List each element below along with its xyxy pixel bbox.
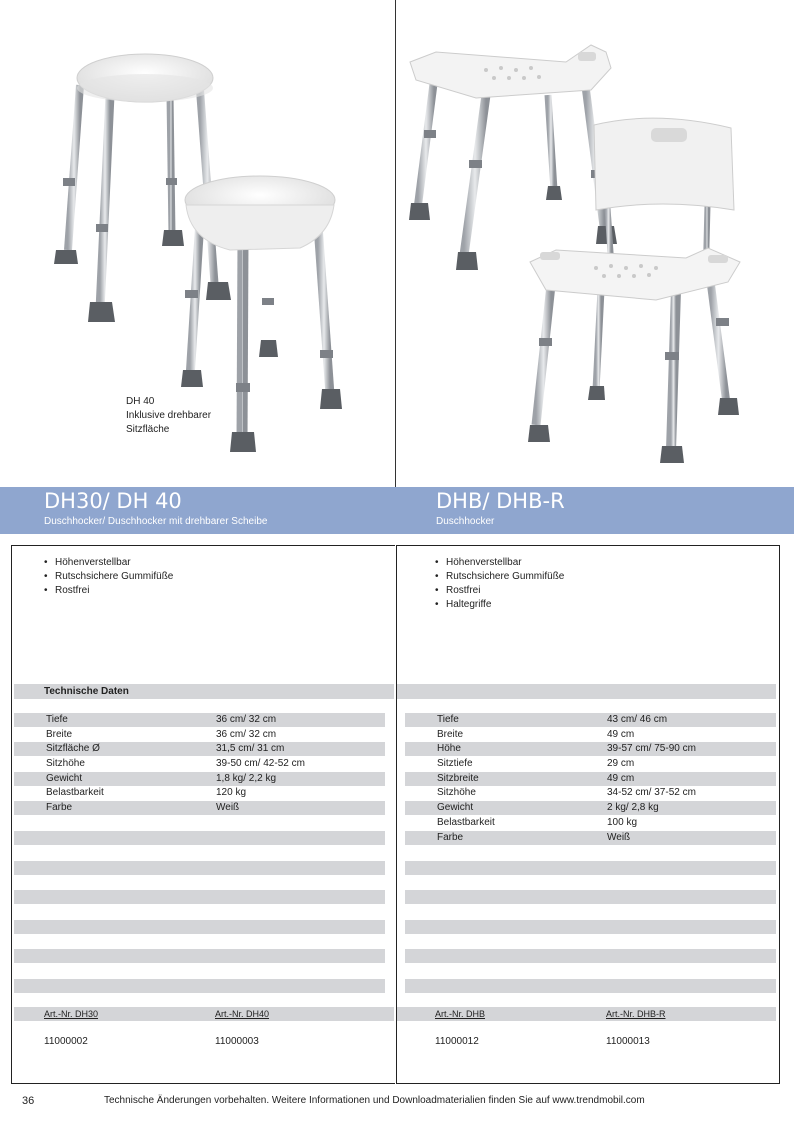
spec-value: 31,5 cm/ 31 cm	[216, 743, 285, 754]
caption-line: Inklusive drehbarer	[126, 410, 212, 421]
feature-item: • Rutschsichere Gummifüße	[435, 570, 564, 584]
article-label: Art.-Nr. DH40	[215, 1009, 270, 1019]
product-subtitle: Duschhocker	[436, 516, 495, 527]
spec-value: 36 cm/ 32 cm	[216, 729, 277, 740]
product-subtitle: Duschhocker/ Duschhocker mit drehbarer Scheibe	[44, 516, 268, 527]
spec-label: Farbe	[46, 802, 73, 813]
right-feature-list	[435, 556, 564, 612]
spec-value: 49 cm	[607, 773, 635, 784]
feature-item: • Rutschsichere Gummifüße	[44, 570, 173, 584]
right-title-block	[396, 487, 794, 534]
table-stripe	[405, 979, 776, 993]
product-title: DHB/ DHB-R	[436, 489, 565, 513]
feature-item: • Rostfrei	[435, 584, 564, 598]
article-label: Art.-Nr. DHB-R	[606, 1009, 666, 1019]
article-label: Art.-Nr. DHB	[435, 1009, 486, 1019]
spec-label: Sitzhöhe	[437, 787, 476, 798]
product-photo-area	[0, 0, 794, 487]
table-stripe	[14, 831, 385, 845]
table-stripe	[405, 890, 776, 904]
page-number: 36	[22, 1095, 35, 1107]
table-stripe	[405, 861, 776, 875]
caption-line: DH 40	[126, 396, 155, 407]
article-number: 11000012	[435, 1036, 479, 1047]
spec-value: 36 cm/ 32 cm	[216, 714, 277, 725]
spec-value: Weiß	[216, 802, 240, 813]
spec-label: Gewicht	[46, 773, 83, 784]
spec-label: Tiefe	[46, 714, 68, 725]
spec-value: 43 cm/ 46 cm	[607, 714, 668, 725]
spec-value: 39-50 cm/ 42-52 cm	[216, 758, 305, 769]
table-stripe	[14, 890, 385, 904]
spec-label: Sitzbreite	[437, 773, 479, 784]
table-stripe	[405, 713, 776, 727]
spec-label: Sitztiefe	[437, 758, 473, 769]
table-stripe	[405, 920, 776, 934]
article-label: Art.-Nr. DH30	[44, 1009, 99, 1019]
feature-item: • Rostfrei	[44, 584, 173, 598]
caption-line: Sitzfläche	[126, 424, 170, 435]
tech-heading-bar	[397, 684, 776, 699]
spec-value: 39-57 cm/ 75-90 cm	[607, 743, 696, 754]
tech-data-heading: Technische Daten	[44, 686, 129, 697]
spec-label: Belastbarkeit	[46, 787, 104, 798]
spec-value: 120 kg	[216, 787, 247, 798]
table-stripe	[14, 979, 385, 993]
spec-value: 49 cm	[607, 729, 635, 740]
product-title: DH30/ DH 40	[44, 489, 182, 513]
left-title-block	[0, 487, 395, 534]
feature-item: • Haltegriffe	[435, 598, 564, 612]
table-stripe	[14, 949, 385, 963]
title-band	[0, 487, 794, 534]
spec-label: Höhe	[437, 743, 461, 754]
spec-value: 2 kg/ 2,8 kg	[607, 802, 659, 813]
spec-label: Sitzhöhe	[46, 758, 85, 769]
footer-note: Technische Änderungen vorbehalten. Weitere Informationen und Downloadmaterialien finden Sie auf www.trendmobil.com	[104, 1095, 645, 1106]
table-stripe	[14, 861, 385, 875]
dh40-photo-caption	[126, 395, 211, 437]
left-feature-list	[44, 556, 173, 598]
table-stripe	[14, 713, 385, 727]
spec-label: Farbe	[437, 832, 464, 843]
spec-value: 29 cm	[607, 758, 635, 769]
chair-photo-dhb-dhb-r	[396, 0, 794, 487]
article-number: 11000013	[606, 1036, 650, 1047]
spec-label: Belastbarkeit	[437, 817, 495, 828]
spec-value: Weiß	[607, 832, 631, 843]
spec-label: Breite	[46, 729, 73, 740]
article-number: 11000002	[44, 1036, 88, 1047]
spec-value: 34-52 cm/ 37-52 cm	[607, 787, 696, 798]
spec-label: Gewicht	[437, 802, 474, 813]
spec-label: Tiefe	[437, 714, 459, 725]
feature-item: • Höhenverstellbar	[435, 556, 564, 570]
spec-value: 100 kg	[607, 817, 638, 828]
spec-label: Sitzfläche Ø	[46, 743, 100, 754]
feature-item: • Höhenverstellbar	[44, 556, 173, 570]
table-stripe	[14, 920, 385, 934]
spec-label: Breite	[437, 729, 464, 740]
table-stripe	[405, 949, 776, 963]
spec-value: 1,8 kg/ 2,2 kg	[216, 773, 277, 784]
article-number: 11000003	[215, 1036, 259, 1047]
